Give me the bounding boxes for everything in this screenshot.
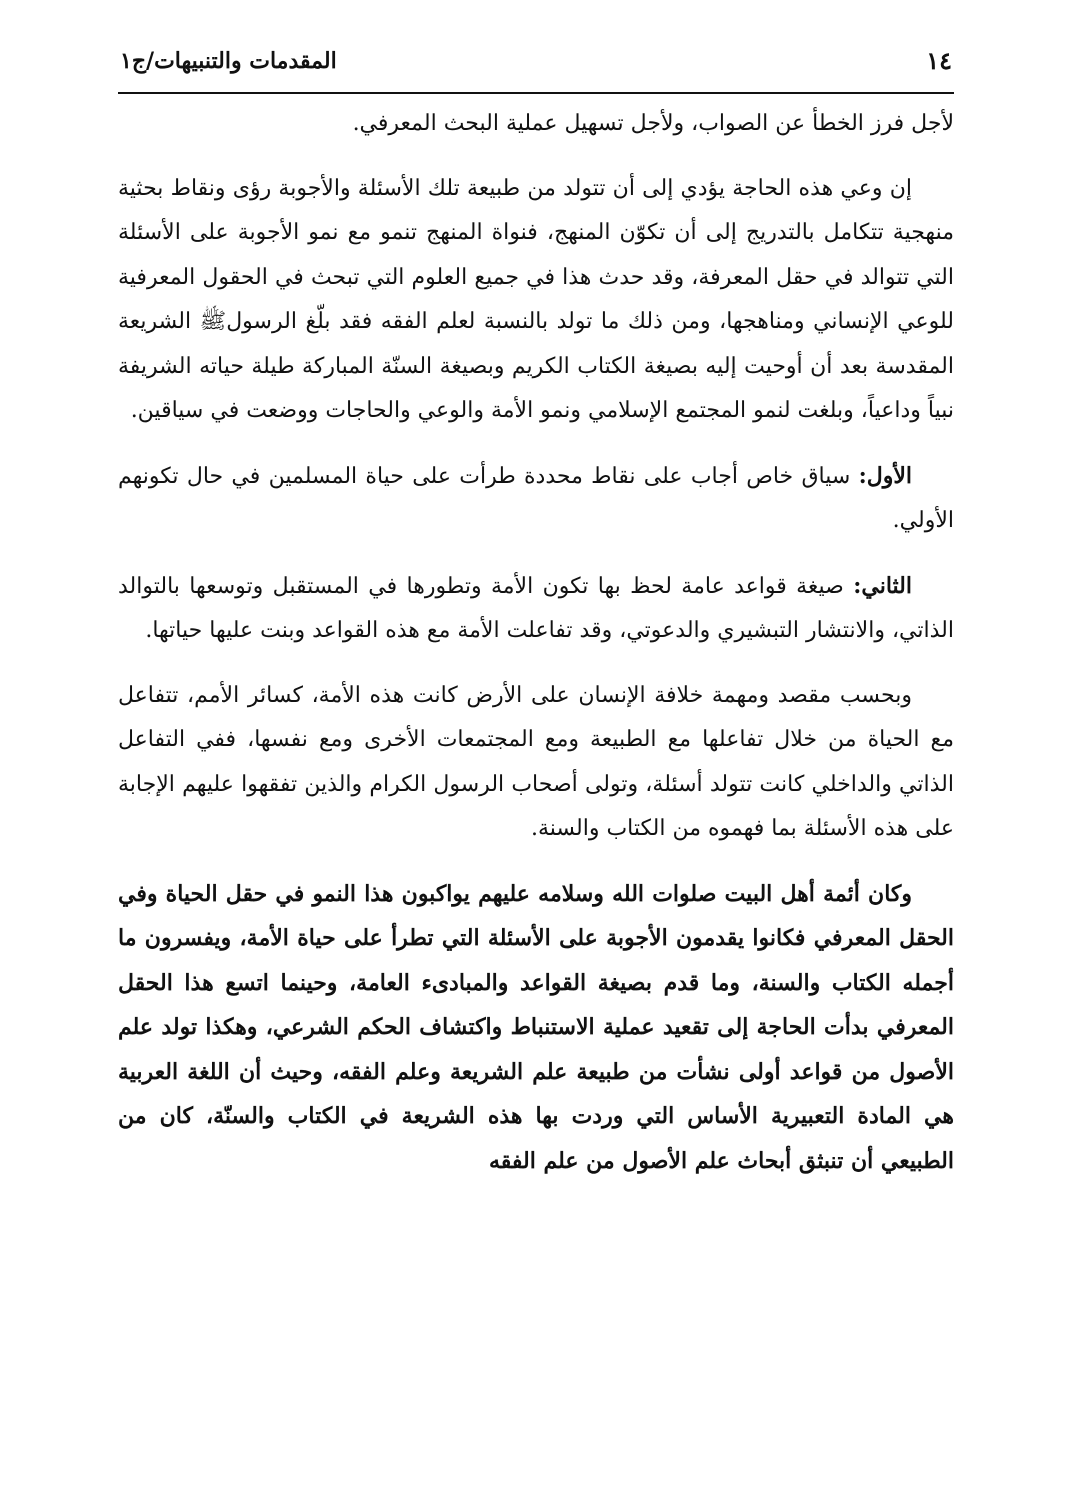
first-context-text: سياق خاص أجاب على نقاط محددة طرأت على حياة المسلمين في حال تكونهم الأولي. xyxy=(118,463,954,533)
paragraph-need-awareness: إن وعي هذه الحاجة يؤدي إلى أن تتولد من طبيعة تلك الأسئلة والأجوبة رؤى ونقاط بحثية منهجية تتكامل بالتدريج إلى أن تكوّن المنهج، فنواة المنهج تنمو مع نمو الأجوبة على الأسئلة التي تتوالد في حقل المعرفة، وقد حدث هذا في جميع العلوم التي تبحث في الحقول المعرفية للوعي الإنساني ومناهجها، ومن ذلك ما تولد بالنسبة لعلم الفقه فقد بلّغ الرسولﷺ الشريعة المقدسة بعد أن أوحيت إليه بصيغة الكتاب الكريم وبصيغة السنّة المباركة طيلة حياته الشريفة نبياً وداعياً، وبلغت لنمو المجتمع الإسلامي ونمو الأمة والوعي والحاجات ووضعت في سياقين. xyxy=(118,175,954,423)
paragraph-continuation: لأجل فرز الخطأ عن الصواب، ولأجل تسهيل عملية البحث المعرفي. xyxy=(352,111,954,136)
paragraph-human-stewardship: وبحسب مقصد ومهمة خلافة الإنسان على الأرض كانت هذه الأمة، كسائر الأمم، تتفاعل مع الحياة من خلال تفاعلها مع الطبيعة ومع المجتمعات الأخرى ومع نفسها، ففي التفاعل الذاتي والداخلي كانت تتولد أسئلة، وتولى أصحاب الرسول الكرام والذين تفقهوا عليهم الإجابة على هذه الأسئلة بما فهموه من الكتاب والسنة. xyxy=(118,682,954,841)
running-title: المقدمات والتنبيهات/ج١ xyxy=(120,48,337,74)
lead-first: الأول: xyxy=(858,462,912,489)
paragraph-second-context xyxy=(118,564,954,654)
body-text xyxy=(118,102,954,1203)
paragraph-imams: وكان أئمة أهل البيت صلوات الله وسلامه عليهم يواكبون هذا النمو في حقل الحياة وفي الحقل المعرفي فكانوا يقدمون الأجوبة على الأسئلة التي تطرأ على حياة الأمة، ويفسرون ما أجمله الكتاب والسنة، وما قدم بصيغة القواعد والمبادىء العامة، وحينما اتسع هذا الحقل المعرفي بدأت الحاجة إلى تقعيد عملية الاستنباط واكتشاف الحكم الشرعي، وهكذا تولد علم الأصول من قواعد أولى نشأت من طبيعة علم الشريعة وعلم الفقه، وحيث أن اللغة العربية هي المادة التعبيرية الأساس التي وردت بها هذه الشريعة في الكتاب والسنّة، كان من الطبيعي أن تنبثق أبحاث علم الأصول من علم الفقه xyxy=(118,880,954,1174)
paragraph-first-context xyxy=(118,454,954,544)
lead-second: الثاني: xyxy=(853,572,912,599)
second-context-text: صيغة قواعد عامة لحظ بها تكون الأمة وتطورها في المستقبل وتوسعها بالتوالد الذاتي، والانتشار التبشيري والدعوتي، وقد تفاعلت الأمة مع هذه القواعد وبنت عليها حياتها. xyxy=(118,573,954,643)
running-header xyxy=(118,40,954,94)
page-number: ١٤ xyxy=(926,46,952,75)
book-page xyxy=(118,0,954,1498)
